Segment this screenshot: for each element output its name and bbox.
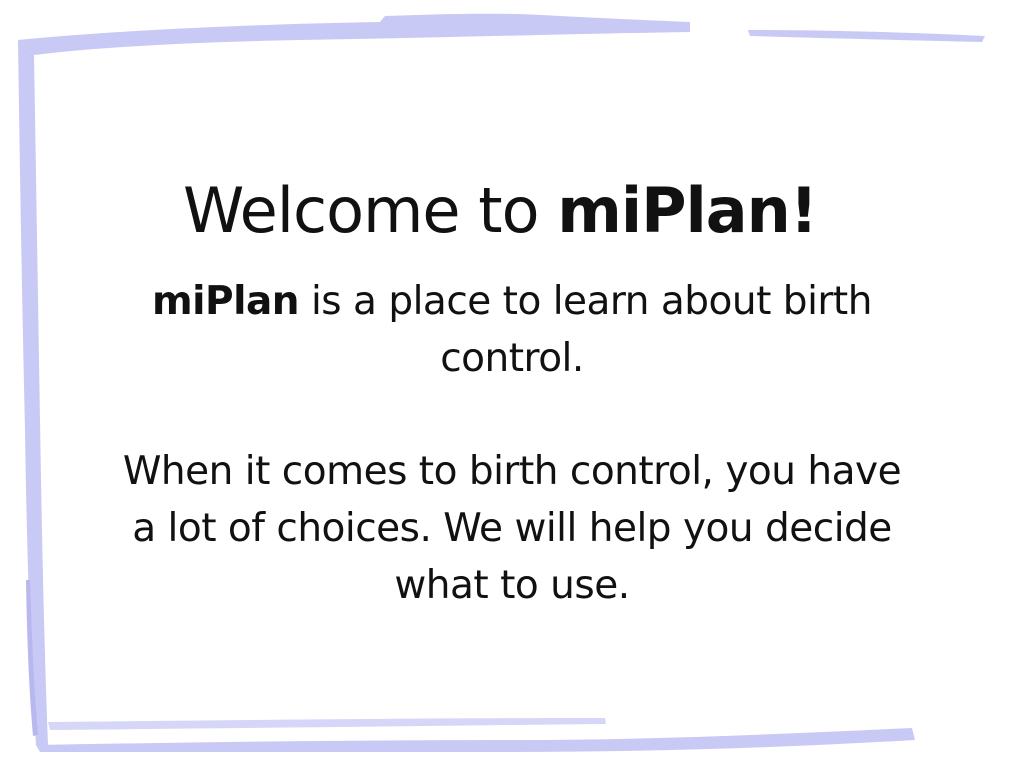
title-brand: miPlan! [557,173,818,247]
intro-paragraph [60,273,964,387]
choices-line3: what to use. [394,563,630,608]
choices-paragraph [60,443,964,614]
choices-line2: a lot of choices. We will help you decide [132,506,892,551]
intro-line1: is a place to learn about birth [299,279,872,324]
title-prefix: Welcome to [182,173,558,247]
choices-line1: When it comes to birth control, you have [122,449,902,494]
intro-line2: control. [440,336,584,381]
intro-brand: miPlan [152,279,300,324]
page-title [0,174,1000,248]
